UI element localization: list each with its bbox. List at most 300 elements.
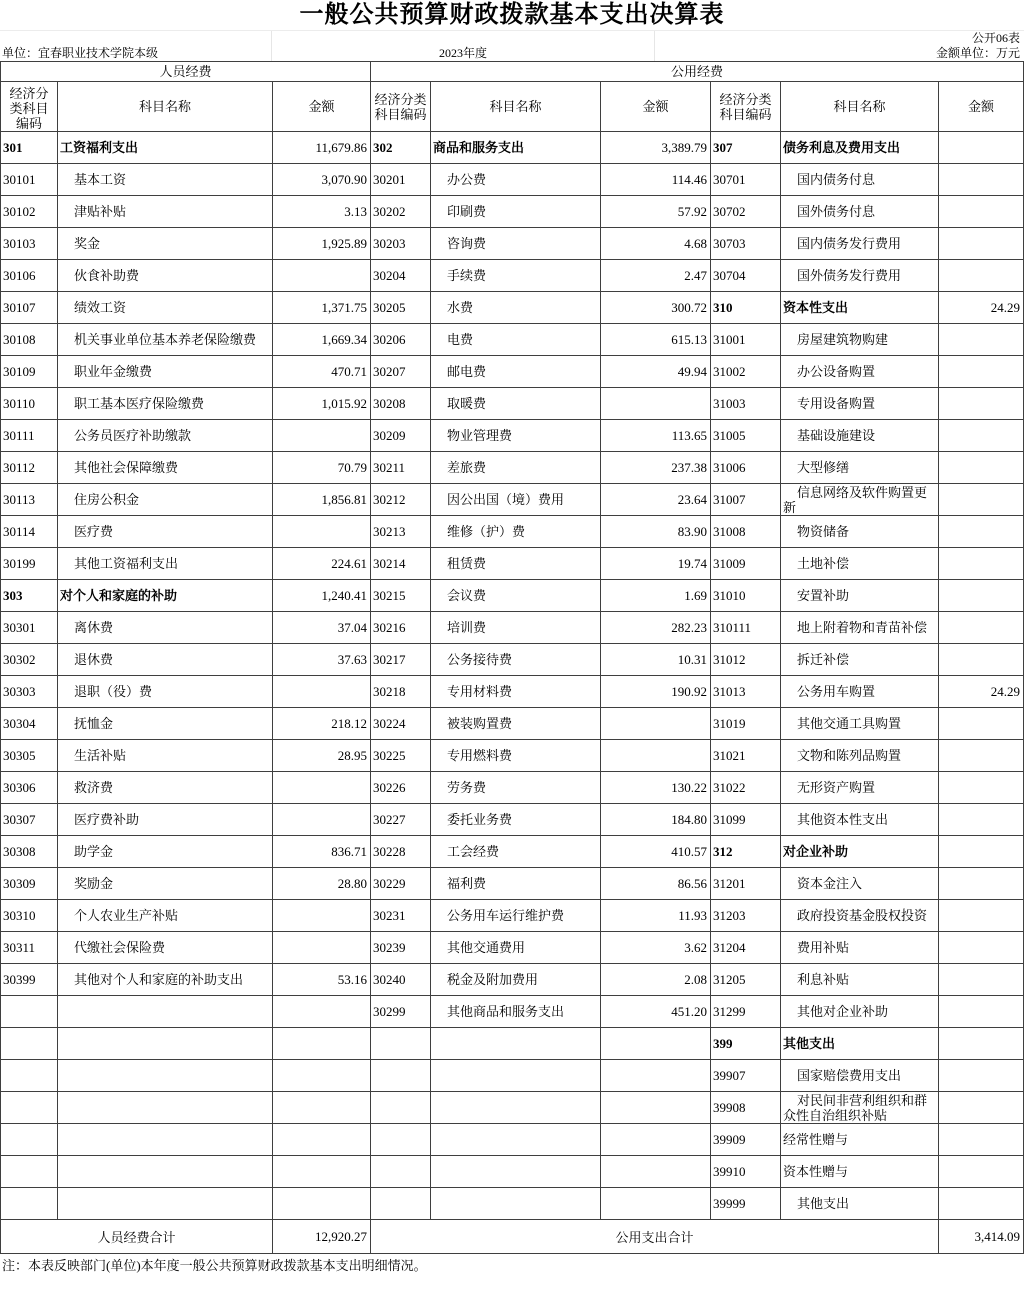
name-cell: 会议费 — [431, 580, 601, 612]
amount-cell — [601, 1092, 711, 1124]
code-cell: 31012 — [711, 644, 781, 676]
amount-cell: 37.63 — [273, 644, 371, 676]
amount-cell: 70.79 — [273, 452, 371, 484]
name-cell: 办公费 — [431, 164, 601, 196]
code-cell: 39910 — [711, 1156, 781, 1188]
table-row — [1, 388, 1024, 420]
code-cell: 30227 — [371, 804, 431, 836]
name-cell — [58, 1188, 273, 1220]
amount-cell — [939, 1060, 1024, 1092]
code-cell: 30224 — [371, 708, 431, 740]
name-cell: 生活补贴 — [58, 740, 273, 772]
code-cell: 30309 — [1, 868, 58, 900]
code-cell: 30229 — [371, 868, 431, 900]
code-cell: 31009 — [711, 548, 781, 580]
code-cell — [371, 1092, 431, 1124]
amount-cell — [273, 260, 371, 292]
amount-cell — [939, 420, 1024, 452]
name-cell: 其他交通工具购置 — [781, 708, 939, 740]
amount-cell — [939, 836, 1024, 868]
name-cell: 职业年金缴费 — [58, 356, 273, 388]
code-cell: 31203 — [711, 900, 781, 932]
name-cell: 被装购置费 — [431, 708, 601, 740]
name-cell: 伙食补助费 — [58, 260, 273, 292]
name-cell: 工资福利支出 — [58, 132, 273, 164]
code-cell — [1, 1156, 58, 1188]
code-cell: 30110 — [1, 388, 58, 420]
name-cell: 费用补贴 — [781, 932, 939, 964]
name-cell: 助学金 — [58, 836, 273, 868]
table-row — [1, 1028, 1024, 1060]
name-cell: 国外债务付息 — [781, 196, 939, 228]
code-cell: 30215 — [371, 580, 431, 612]
code-cell: 310 — [711, 292, 781, 324]
code-cell: 30102 — [1, 196, 58, 228]
amount-cell — [939, 516, 1024, 548]
col-header-code-right: 经济分类科目编码 — [711, 82, 781, 132]
name-cell: 医疗费 — [58, 516, 273, 548]
code-cell: 30311 — [1, 932, 58, 964]
code-cell: 30301 — [1, 612, 58, 644]
amount-cell — [939, 740, 1024, 772]
name-cell: 退职（役）费 — [58, 676, 273, 708]
name-cell — [58, 1092, 273, 1124]
name-cell: 离休费 — [58, 612, 273, 644]
code-cell: 30299 — [371, 996, 431, 1028]
amount-cell — [939, 388, 1024, 420]
name-cell: 商品和服务支出 — [431, 132, 601, 164]
code-cell: 31010 — [711, 580, 781, 612]
amount-cell — [939, 132, 1024, 164]
amount-cell: 470.71 — [273, 356, 371, 388]
table-row — [1, 1092, 1024, 1124]
code-cell: 30225 — [371, 740, 431, 772]
name-cell: 其他资本性支出 — [781, 804, 939, 836]
code-cell: 30212 — [371, 484, 431, 516]
col-header-code-left: 经济分类科目编码 — [1, 82, 58, 132]
name-cell: 公务接待费 — [431, 644, 601, 676]
amount-cell: 49.94 — [601, 356, 711, 388]
code-cell — [371, 1028, 431, 1060]
code-cell: 31005 — [711, 420, 781, 452]
code-cell: 30305 — [1, 740, 58, 772]
name-cell — [58, 1124, 273, 1156]
table-row — [1, 260, 1024, 292]
name-cell: 劳务费 — [431, 772, 601, 804]
name-cell: 经常性赠与 — [781, 1124, 939, 1156]
meta-spacer-left — [0, 31, 272, 45]
amount-cell — [939, 1188, 1024, 1220]
code-cell: 30703 — [711, 228, 781, 260]
code-cell — [1, 996, 58, 1028]
code-cell — [371, 1156, 431, 1188]
code-cell: 30307 — [1, 804, 58, 836]
name-cell: 物业管理费 — [431, 420, 601, 452]
amount-cell — [939, 452, 1024, 484]
code-cell: 30202 — [371, 196, 431, 228]
code-cell: 30111 — [1, 420, 58, 452]
name-cell: 住房公积金 — [58, 484, 273, 516]
code-cell: 303 — [1, 580, 58, 612]
name-cell: 其他对个人和家庭的补助支出 — [58, 964, 273, 996]
amount-cell: 1,240.41 — [273, 580, 371, 612]
code-cell: 30209 — [371, 420, 431, 452]
table-row — [1, 324, 1024, 356]
name-cell — [431, 1124, 601, 1156]
table-row — [1, 1156, 1024, 1188]
code-cell: 310111 — [711, 612, 781, 644]
footnote: 注：本表反映部门(单位)本年度一般公共预算财政拨款基本支出明细情况。 — [2, 1258, 427, 1273]
name-cell: 委托业务费 — [431, 804, 601, 836]
code-cell: 30113 — [1, 484, 58, 516]
code-cell — [371, 1060, 431, 1092]
name-cell: 奖金 — [58, 228, 273, 260]
expenditure-table — [0, 61, 1024, 1254]
table-row — [1, 228, 1024, 260]
page-title: 一般公共预算财政拨款基本支出决算表 — [299, 2, 725, 28]
amount-cell — [273, 1124, 371, 1156]
name-cell: 电费 — [431, 324, 601, 356]
code-cell: 30303 — [1, 676, 58, 708]
table-row — [1, 356, 1024, 388]
name-cell: 地上附着物和青苗补偿 — [781, 612, 939, 644]
year-label: 2023年度 — [272, 45, 655, 61]
amount-cell: 11,679.86 — [273, 132, 371, 164]
meta-row-top — [0, 30, 1024, 45]
code-cell: 30218 — [371, 676, 431, 708]
amount-cell — [273, 932, 371, 964]
amount-cell: 410.57 — [601, 836, 711, 868]
public-total-label: 公用支出合计 — [371, 1220, 939, 1254]
table-row — [1, 452, 1024, 484]
amount-cell — [939, 868, 1024, 900]
name-cell: 手续费 — [431, 260, 601, 292]
name-cell: 培训费 — [431, 612, 601, 644]
name-cell: 资本性支出 — [781, 292, 939, 324]
amount-cell: 1,015.92 — [273, 388, 371, 420]
amount-cell: 86.56 — [601, 868, 711, 900]
name-cell: 对企业补助 — [781, 836, 939, 868]
personnel-total-label: 人员经费合计 — [1, 1220, 273, 1254]
name-cell: 退休费 — [58, 644, 273, 676]
code-cell: 30103 — [1, 228, 58, 260]
name-cell — [431, 1092, 601, 1124]
amount-cell — [601, 740, 711, 772]
name-cell: 差旅费 — [431, 452, 601, 484]
amount-cell: 1.69 — [601, 580, 711, 612]
code-cell: 30240 — [371, 964, 431, 996]
name-cell: 政府投资基金股权投资 — [781, 900, 939, 932]
name-cell — [431, 1028, 601, 1060]
code-cell: 30206 — [371, 324, 431, 356]
table-row — [1, 516, 1024, 548]
amount-cell — [273, 1156, 371, 1188]
code-cell: 30239 — [371, 932, 431, 964]
table-row — [1, 708, 1024, 740]
name-cell — [58, 1028, 273, 1060]
name-cell: 拆迁补偿 — [781, 644, 939, 676]
col-header-amount-mid: 金额 — [601, 82, 711, 132]
amount-cell: 224.61 — [273, 548, 371, 580]
name-cell: 印刷费 — [431, 196, 601, 228]
amount-cell — [273, 804, 371, 836]
code-cell: 30106 — [1, 260, 58, 292]
totals-row — [1, 1220, 1024, 1254]
code-cell: 30702 — [711, 196, 781, 228]
name-cell: 医疗费补助 — [58, 804, 273, 836]
code-cell — [1, 1124, 58, 1156]
amount-cell — [273, 676, 371, 708]
code-cell: 30108 — [1, 324, 58, 356]
name-cell: 文物和陈列品购置 — [781, 740, 939, 772]
code-cell: 30199 — [1, 548, 58, 580]
table-row — [1, 548, 1024, 580]
amount-cell — [939, 900, 1024, 932]
name-cell: 房屋建筑物购建 — [781, 324, 939, 356]
amount-cell: 300.72 — [601, 292, 711, 324]
amount-cell — [939, 196, 1024, 228]
amount-cell: 1,371.75 — [273, 292, 371, 324]
code-cell: 30208 — [371, 388, 431, 420]
amount-cell: 3.13 — [273, 196, 371, 228]
code-cell: 31299 — [711, 996, 781, 1028]
code-cell: 30112 — [1, 452, 58, 484]
amount-cell — [939, 708, 1024, 740]
table-row — [1, 804, 1024, 836]
amount-cell: 2.47 — [601, 260, 711, 292]
amount-cell — [939, 772, 1024, 804]
code-cell: 30231 — [371, 900, 431, 932]
name-cell: 职工基本医疗保险缴费 — [58, 388, 273, 420]
code-cell — [1, 1188, 58, 1220]
amount-cell — [273, 420, 371, 452]
amount-cell — [939, 964, 1024, 996]
name-cell: 奖励金 — [58, 868, 273, 900]
code-cell: 31013 — [711, 676, 781, 708]
code-cell: 31008 — [711, 516, 781, 548]
amount-cell — [273, 516, 371, 548]
name-cell: 代缴社会保险费 — [58, 932, 273, 964]
amount-cell — [601, 1028, 711, 1060]
name-cell: 水费 — [431, 292, 601, 324]
amount-cell — [939, 356, 1024, 388]
name-cell: 其他支出 — [781, 1188, 939, 1220]
name-cell: 国内债务发行费用 — [781, 228, 939, 260]
amount-cell — [273, 772, 371, 804]
amount-cell: 3,389.79 — [601, 132, 711, 164]
code-cell: 30214 — [371, 548, 431, 580]
amount-cell — [939, 260, 1024, 292]
code-cell: 30107 — [1, 292, 58, 324]
code-cell: 30114 — [1, 516, 58, 548]
name-cell: 邮电费 — [431, 356, 601, 388]
amount-cell — [601, 1060, 711, 1092]
name-cell: 维修（护）费 — [431, 516, 601, 548]
amount-cell: 282.23 — [601, 612, 711, 644]
amount-cell — [601, 388, 711, 420]
amount-cell: 114.46 — [601, 164, 711, 196]
amount-cell — [939, 804, 1024, 836]
code-cell: 31007 — [711, 484, 781, 516]
table-row — [1, 132, 1024, 164]
amount-cell — [939, 580, 1024, 612]
code-cell: 39907 — [711, 1060, 781, 1092]
amount-cell — [939, 644, 1024, 676]
amount-cell: 57.92 — [601, 196, 711, 228]
table-row — [1, 996, 1024, 1028]
name-cell — [431, 1060, 601, 1092]
name-cell: 资本金注入 — [781, 868, 939, 900]
name-cell: 大型修缮 — [781, 452, 939, 484]
table-row — [1, 932, 1024, 964]
amount-cell — [273, 1028, 371, 1060]
amount-cell — [939, 1124, 1024, 1156]
code-cell: 30201 — [371, 164, 431, 196]
code-cell — [1, 1092, 58, 1124]
name-cell — [58, 996, 273, 1028]
name-cell: 公务用车购置 — [781, 676, 939, 708]
name-cell: 安置补助 — [781, 580, 939, 612]
amount-cell: 10.31 — [601, 644, 711, 676]
amount-cell: 24.29 — [939, 292, 1024, 324]
code-cell: 30399 — [1, 964, 58, 996]
name-cell — [431, 1156, 601, 1188]
code-cell: 312 — [711, 836, 781, 868]
table-body — [1, 132, 1024, 1220]
name-cell: 办公设备购置 — [781, 356, 939, 388]
table-row — [1, 1124, 1024, 1156]
col-header-amount-left: 金额 — [273, 82, 371, 132]
name-cell: 债务利息及费用支出 — [781, 132, 939, 164]
name-cell: 其他社会保障缴费 — [58, 452, 273, 484]
name-cell: 专用燃料费 — [431, 740, 601, 772]
code-cell: 307 — [711, 132, 781, 164]
amount-cell — [939, 1092, 1024, 1124]
table-row — [1, 772, 1024, 804]
code-cell: 31006 — [711, 452, 781, 484]
code-cell: 31001 — [711, 324, 781, 356]
amount-cell — [939, 324, 1024, 356]
amount-cell: 237.38 — [601, 452, 711, 484]
table-row — [1, 964, 1024, 996]
col-header-code-mid: 经济分类科目编码 — [371, 82, 431, 132]
amount-cell: 190.92 — [601, 676, 711, 708]
table-row — [1, 740, 1024, 772]
amount-cell: 3.62 — [601, 932, 711, 964]
amount-cell — [939, 228, 1024, 260]
table-row — [1, 836, 1024, 868]
name-cell: 基本工资 — [58, 164, 273, 196]
code-cell: 30308 — [1, 836, 58, 868]
name-cell — [431, 1188, 601, 1220]
name-cell: 抚恤金 — [58, 708, 273, 740]
code-cell: 30217 — [371, 644, 431, 676]
name-cell: 资本性赠与 — [781, 1156, 939, 1188]
name-cell: 个人农业生产补贴 — [58, 900, 273, 932]
amount-cell: 130.22 — [601, 772, 711, 804]
code-cell: 31099 — [711, 804, 781, 836]
amount-cell — [601, 708, 711, 740]
code-cell: 31022 — [711, 772, 781, 804]
meta-row-info — [0, 45, 1024, 61]
code-cell: 31205 — [711, 964, 781, 996]
col-header-name-right: 科目名称 — [781, 82, 939, 132]
code-cell: 39908 — [711, 1092, 781, 1124]
name-cell: 公务用车运行维护费 — [431, 900, 601, 932]
code-cell — [1, 1028, 58, 1060]
code-cell: 31003 — [711, 388, 781, 420]
code-cell: 301 — [1, 132, 58, 164]
name-cell: 津贴补贴 — [58, 196, 273, 228]
amount-cell: 3,070.90 — [273, 164, 371, 196]
amount-cell — [273, 1060, 371, 1092]
name-cell — [58, 1060, 273, 1092]
code-cell: 30302 — [1, 644, 58, 676]
amount-cell: 2.08 — [601, 964, 711, 996]
code-cell: 39999 — [711, 1188, 781, 1220]
name-cell: 国内债务付息 — [781, 164, 939, 196]
code-cell: 31021 — [711, 740, 781, 772]
table-row — [1, 1188, 1024, 1220]
code-cell: 30701 — [711, 164, 781, 196]
column-header-row — [1, 82, 1024, 132]
amount-cell: 451.20 — [601, 996, 711, 1028]
name-cell: 工会经费 — [431, 836, 601, 868]
code-cell: 31201 — [711, 868, 781, 900]
name-cell: 信息网络及软件购置更新 — [781, 484, 939, 516]
name-cell: 基础设施建设 — [781, 420, 939, 452]
code-cell: 31002 — [711, 356, 781, 388]
amount-cell: 836.71 — [273, 836, 371, 868]
amount-cell: 184.80 — [601, 804, 711, 836]
table-row — [1, 292, 1024, 324]
code-cell: 30704 — [711, 260, 781, 292]
amount-cell — [273, 996, 371, 1028]
meta-spacer-mid — [272, 31, 655, 45]
amount-cell — [273, 1092, 371, 1124]
name-cell: 因公出国（境）费用 — [431, 484, 601, 516]
name-cell: 对个人和家庭的补助 — [58, 580, 273, 612]
col-header-name-left: 科目名称 — [58, 82, 273, 132]
unit-label: 单位：宜春职业技术学院本级 — [0, 45, 272, 61]
code-cell — [1, 1060, 58, 1092]
name-cell: 国外债务发行费用 — [781, 260, 939, 292]
amount-cell: 83.90 — [601, 516, 711, 548]
code-cell: 30306 — [1, 772, 58, 804]
table-row — [1, 580, 1024, 612]
amount-cell: 218.12 — [273, 708, 371, 740]
amount-cell — [273, 900, 371, 932]
amount-cell: 28.95 — [273, 740, 371, 772]
name-cell: 物资储备 — [781, 516, 939, 548]
name-cell: 租赁费 — [431, 548, 601, 580]
name-cell: 对民间非营利组织和群众性自治组织补贴 — [781, 1092, 939, 1124]
name-cell: 土地补偿 — [781, 548, 939, 580]
name-cell: 利息补贴 — [781, 964, 939, 996]
amount-cell: 11.93 — [601, 900, 711, 932]
name-cell: 其他交通费用 — [431, 932, 601, 964]
code-cell: 30216 — [371, 612, 431, 644]
personnel-total-amount: 12,920.27 — [273, 1220, 371, 1254]
code-cell: 30304 — [1, 708, 58, 740]
amount-cell: 1,856.81 — [273, 484, 371, 516]
name-cell: 救济费 — [58, 772, 273, 804]
name-cell: 绩效工资 — [58, 292, 273, 324]
code-cell: 30205 — [371, 292, 431, 324]
amount-cell — [939, 932, 1024, 964]
amount-cell: 23.64 — [601, 484, 711, 516]
code-cell: 30204 — [371, 260, 431, 292]
